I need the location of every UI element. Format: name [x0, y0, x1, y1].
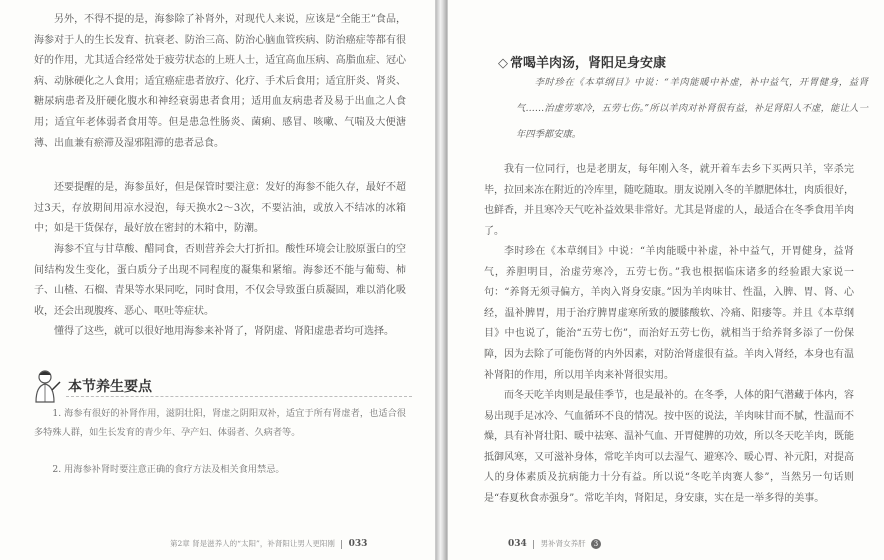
left-page — [0, 0, 436, 560]
footer-separator — [341, 540, 342, 549]
left-paragraph-3: 海参不宜与甘草酸、醋同食，否则营养会大打折扣。酸性环境会让胶原蛋白的空间结构发生变化，蛋白质分子出现不同程度的凝集和紧缩。海参还不能与葡萄、柿子、山楂、石榴、青果等水果同吃，同时食用，不仅会导致蛋白质凝固，难以消化吸收，还会出现腹疼、恶心、呕吐等症状。 — [34, 244, 406, 317]
diamond-icon: ◇ — [498, 56, 508, 71]
book-gutter — [436, 0, 447, 560]
right-paragraph-3: 而冬天吃羊肉则是最佳季节，也是最补的。在冬季，人体的阳气潜藏于体内，容易出现手足冰冷、气血循环不良的情况。按中医的说法，羊肉味甘而不腻，性温而不燥，具有补肾壮阳、暖中祛寒、温补气血、开胃健脾的功效，所以冬天吃羊肉，既能抵御风寒，又可滋补身体，常吃羊肉可以去湿气、避寒冷、暖心胃、补元阳，对提高人的身体素质及抗病能力十分有益。所以说“冬吃羊肉赛人参”，当然另一句话则是“春夏秋食赤强身”。常吃羊肉，肾阳足，身安康，实在是一举多得的美事。 — [484, 390, 854, 504]
summary-heading — [22, 368, 422, 404]
section-title — [498, 52, 666, 71]
right-paragraph-2: 李时珍在《本草纲目》中说：“羊肉能暖中补虚，补中益气，开胃健身，益肾气，养胆明目，治虚劳寒冷，五劳七伤。”我也根据临床诸多的经验跟大家说一句：“养肾无须寻偏方，羊肉入肾身安康。”因为羊肉味甘、性温，入脾、胃、肾、心经，温补脾胃，用于治疗脾胃虚寒所致的腰膝酸软、冷痛、阳痿等。并且《本草纲目》中也说了，能治“五劳七伤”，而治好五劳七伤，就相当于给养肾多添了一份保障，因为去除了可能伤肾的内外因素，对防治肾虚很有益。羊肉入肾经，本身也有温补肾阳的作用，所以用羊肉来补肾很实用。 — [484, 246, 854, 381]
summary-title: 本节养生要点 — [68, 379, 152, 395]
footer-chapter: 第2章 — [170, 539, 190, 548]
page-number: 034 — [508, 539, 527, 549]
section-title-text: 常喝羊肉汤，肾阳足身安康 — [510, 56, 667, 71]
summary-divider — [66, 396, 412, 397]
summary-item-2: 2. 用海参补肾时要注意正确的食疗方法及相关食用禁忌。 — [52, 464, 285, 475]
footer-caption: 肾是滋养人的“太阳”，补肾阳让男人更阳刚 — [192, 539, 335, 548]
left-paragraph-1: 另外，不得不提的是，海参除了补肾外，对现代人来说，应该是“全能王”食品，海参对于人的生长发育、抗衰老、防治三高、防治心脑血管疾病、防治癌症等都有很好的作用，尤其适合经常处于疲劳状态的上班人士，适宜高血压病、高脂血症、冠心病、动脉硬化之人食用；适宜癌症患者放疗、化疗、手术后食用；适宜肝炎、肾炎、糖尿病患者及肝硬化腹水和神经衰弱患者食用；适用血友病患者及易于出血之人食用；适宜年老体弱者食用等。但是患急性肠炎、菌痢、感冒、咳嗽、气喘及大便溏薄、出血兼有瘀滞及湿邪阻滞的患者忌食。 — [34, 14, 406, 149]
left-paragraph-4: 懂得了这些，就可以很好地用海参来补肾了，肾阴虚、肾阳虚患者均可选择。 — [54, 326, 394, 337]
left-paragraph-2: 还要提醒的是，海参虽好，但是保管时要注意：发好的海参不能久存，最好不超过3天，存放期间用凉水浸泡，每天换水2～3次，不要沾油，或放入不结冰的冰箱中；如是干货保存，最好放在密封的木箱中，防潮。 — [34, 182, 406, 235]
footer-separator — [533, 540, 534, 549]
scholar-figure-icon — [30, 368, 64, 404]
left-footer — [170, 538, 367, 549]
right-footer — [508, 538, 601, 549]
page-number: 033 — [348, 539, 368, 549]
volume-badge: 3 — [591, 539, 601, 549]
intro-quote: 李时珍在《本草纲目》中说：“羊肉能暖中补虚，补中益气，开胃健身，益肾气……治虚劳寒冷，五劳七伤。”所以羊肉对补肾很有益，补足肾阳人不虚，能让人一年四季都安康。 — [516, 77, 868, 140]
right-paragraph-1: 我有一位同行，也是老朋友，每年刚入冬，就开着车去乡下买两只羊，宰杀完毕，拉回来冻在附近的冷库里，随吃随取。朋友说刚入冬的羊膘肥体壮，肉质很好，也鲜香，并且寒冷天气吃补益效果非常好。尤其是肾虚的人，最适合在冬季食用羊肉了。 — [484, 164, 854, 237]
summary-item-1: 1. 海参有很好的补肾作用，滋阴壮阳，肾虚之阴阳双补，适宜于所有肾虚者，也适合很多特殊人群，如生长发育的青少年、孕产妇、体弱者、久病者等。 — [34, 408, 406, 438]
footer-caption: 男补肾女养肝 — [540, 539, 586, 548]
